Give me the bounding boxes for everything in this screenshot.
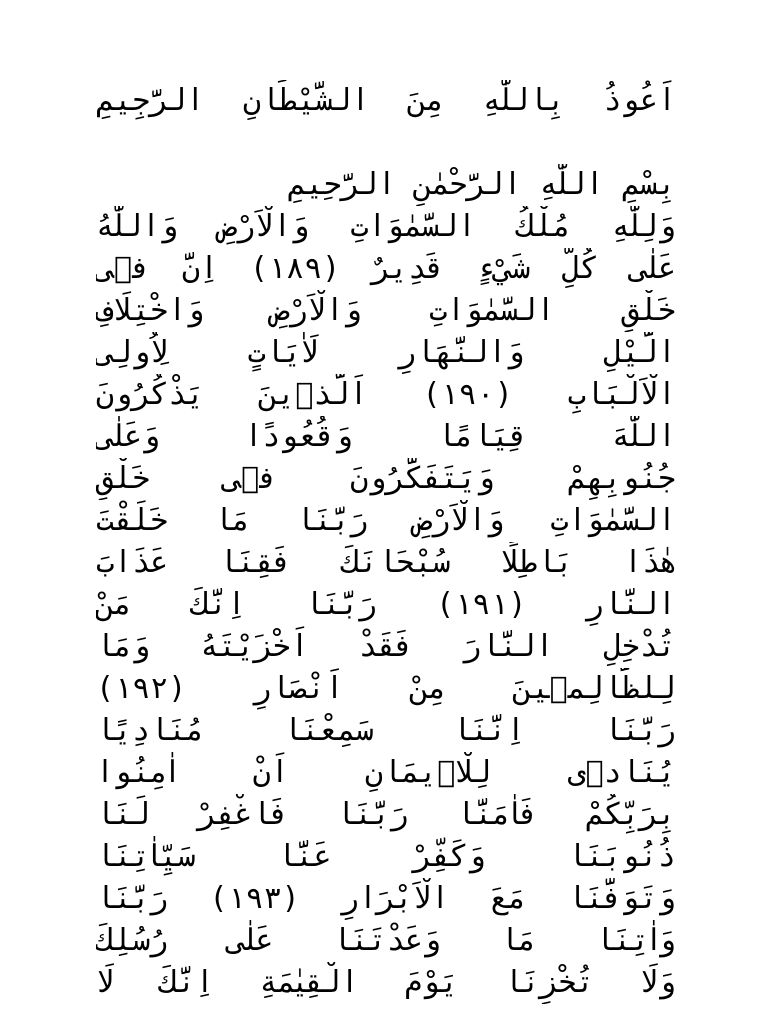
verse-line: وَتَوَفَّنَا مَعَ الْاَبْرَارِ (١٩٣) رَبَّنَا: [96, 881, 676, 916]
verse-line: اللّٰهَ قِيَامًا وَقُعُودًا وَعَلٰى: [96, 419, 676, 454]
verse-line: لِلظَّالِمٖينَ مِنْ اَنْصَارٍ (١٩٢): [96, 671, 676, 706]
verse-line: يُنَادٖى لِلْاٖيمَانِ اَنْ اٰمِنُوا: [96, 755, 676, 790]
verse-line: ذُنُوبَنَا وَكَفِّرْ عَنَّا سَيِّاٰتِنَا: [96, 839, 676, 874]
verse-line: وَاٰتِنَا مَا وَعَدْتَنَا عَلٰى رُسُلِكَ: [96, 923, 676, 958]
verse-line: النَّارِ (١٩١) رَبَّنَا اِنَّكَ مَنْ: [96, 587, 676, 622]
verse-line: خَلْقِ السَّمٰوَاتِ وَالْاَرْضِ وَاخْتِلَافِ: [96, 293, 676, 328]
verse-line: تُدْخِلِ النَّارَ فَقَدْ اَخْزَيْتَهُ وَمَا: [96, 629, 676, 664]
basmala-line: بِسْمِ اللّٰهِ الرَّحْمٰنِ الرَّحِيمِ: [287, 167, 676, 202]
verse-line: جُنُوبِهِمْ وَيَتَفَكَّرُونَ فٖى خَلْقِ: [96, 461, 676, 496]
verse-line: الْاَلْبَابِ (١٩٠) اَلَّذٖينَ يَذْكُرُونَ: [96, 377, 676, 412]
verse-line: الَّيْلِ وَالنَّهَارِ لَاٰيَاتٍ لِاُولِى: [96, 335, 676, 370]
verse-text-block: [96, 164, 676, 1004]
verse-line: وَلَا تُخْزِنَا يَوْمَ الْقِيٰمَةِ اِنَّكَ لَا: [96, 965, 676, 1000]
verse-line: هٰذَا بَاطِلًا سُبْحَانَكَ فَقِنَا عَذَابَ: [96, 545, 676, 580]
isti-adha-block: [96, 80, 676, 122]
verse-line: وَلِلّٰهِ مُلْكُ السَّمٰوَاتِ وَالْاَرْضِ وَاللّٰهُ: [96, 209, 676, 244]
verse-line: عَلٰى كُلِّ شَيْءٍ قَدِيرٌ (١٨٩) اِنَّ فٖى: [96, 251, 676, 286]
verse-line: السَّمٰوَاتِ وَالْاَرْضِ رَبَّنَا مَا خَلَقْتَ: [96, 503, 676, 538]
verse-line: رَبَّنَا اِنَّنَا سَمِعْنَا مُنَادِيًا: [96, 713, 676, 748]
verse-line: بِرَبِّكُمْ فَاٰمَنَّا رَبَّنَا فَاغْفِرْ لَنَا: [96, 797, 676, 832]
isti-adha-line: اَعُوذُ بِاللّٰهِ مِنَ الشَّيْطَانِ الرَّجِيمِ: [96, 83, 676, 118]
